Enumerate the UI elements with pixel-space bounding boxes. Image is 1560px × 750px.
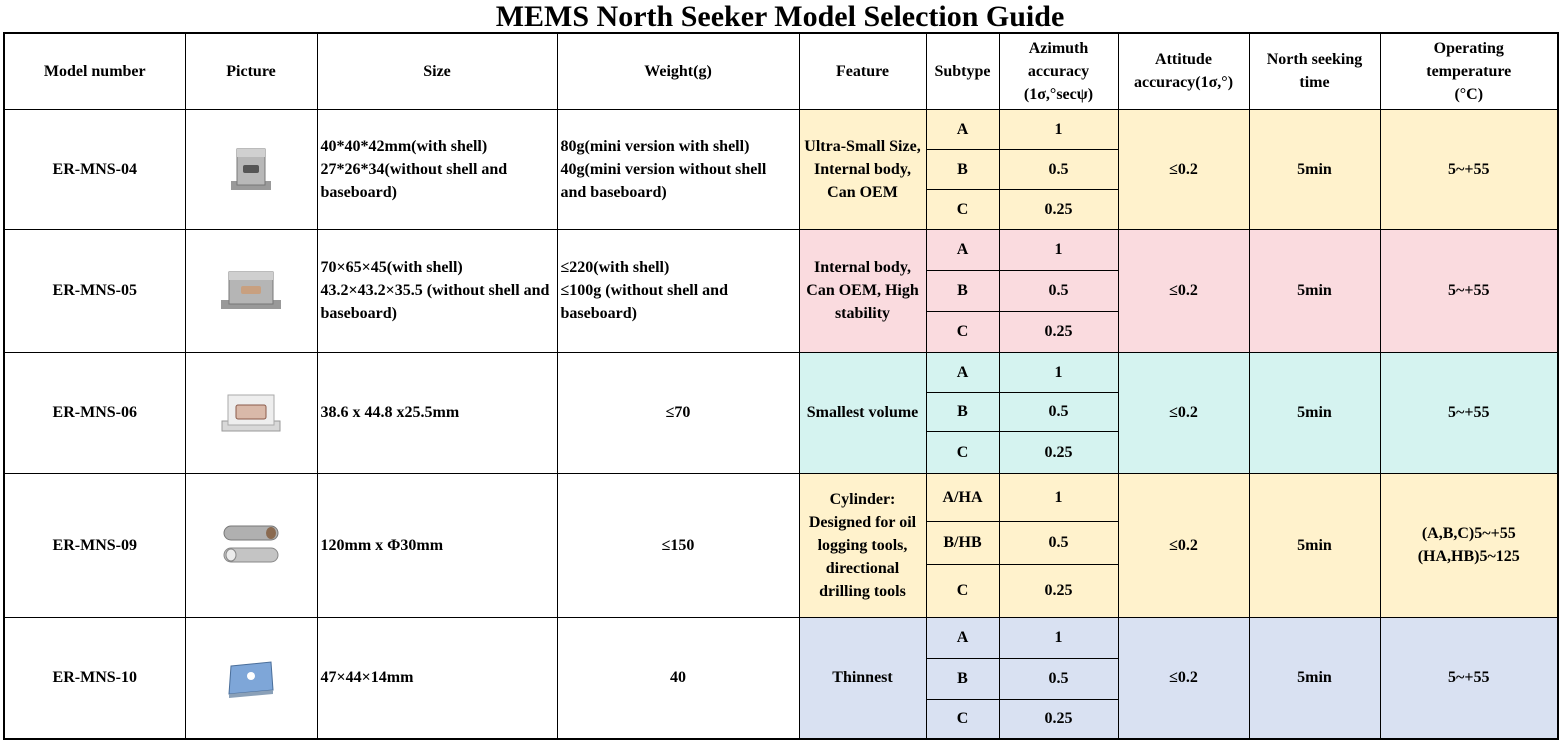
model-number: ER-MNS-04 bbox=[4, 109, 185, 229]
product-picture bbox=[185, 473, 317, 617]
subtype-cell: B/HB bbox=[926, 521, 999, 564]
size-line: 47×44×14mm bbox=[320, 669, 414, 687]
subtype-cell: B bbox=[926, 149, 999, 189]
subtype-cell: B bbox=[926, 658, 999, 699]
north-seeking-cell: 5min bbox=[1249, 229, 1380, 352]
box-module-icon bbox=[219, 266, 283, 316]
size-cell bbox=[317, 109, 557, 229]
temperature-line: (A,B,C)5~+55 bbox=[1421, 525, 1516, 542]
feature-cell: Thinnest bbox=[799, 617, 926, 739]
cylinder-module-icon bbox=[220, 522, 282, 568]
weight-cell bbox=[557, 229, 799, 352]
temperature-line: 5~+55 bbox=[1448, 404, 1490, 421]
subtype-cell: A/HA bbox=[926, 473, 999, 521]
header-north-seeking-time bbox=[1249, 33, 1380, 109]
subtype-cell: A bbox=[926, 352, 999, 392]
azimuth-cell: 0.25 bbox=[999, 431, 1118, 473]
temperature-cell bbox=[1380, 109, 1558, 229]
header-picture: Picture bbox=[185, 33, 317, 109]
size-cell bbox=[317, 617, 557, 739]
table-row bbox=[4, 473, 1558, 521]
subtype-cell: C bbox=[926, 311, 999, 352]
size-cell bbox=[317, 229, 557, 352]
product-picture bbox=[185, 617, 317, 739]
temperature-cell bbox=[1380, 229, 1558, 352]
product-picture bbox=[185, 229, 317, 352]
temperature-line: (HA,HB)5~125 bbox=[1417, 548, 1520, 565]
attitude-cell: ≤0.2 bbox=[1118, 229, 1249, 352]
azimuth-cell: 0.25 bbox=[999, 189, 1118, 229]
temperature-line: 5~+55 bbox=[1448, 160, 1490, 178]
temperature-cell bbox=[1380, 473, 1558, 617]
azimuth-cell: 0.25 bbox=[999, 699, 1118, 739]
size-line: 70×65×45(with shell) bbox=[320, 259, 463, 276]
azimuth-cell: 1 bbox=[999, 229, 1118, 270]
header-model-number: Model number bbox=[4, 33, 185, 109]
model-number: ER-MNS-09 bbox=[4, 473, 185, 617]
subtype-cell: C bbox=[926, 431, 999, 473]
size-line: 40*40*42mm(with shell) bbox=[320, 137, 488, 155]
weight-line: ≤150 bbox=[661, 536, 695, 554]
feature-cell: Smallest volume bbox=[799, 352, 926, 473]
table-row bbox=[4, 229, 1558, 270]
subtype-cell: A bbox=[926, 229, 999, 270]
model-selection-table bbox=[3, 32, 1559, 740]
weight-line: 40 bbox=[670, 669, 686, 687]
subtype-cell: A bbox=[926, 617, 999, 658]
size-line: 120mm x Φ30mm bbox=[320, 536, 444, 554]
subtype-cell: C bbox=[926, 564, 999, 617]
feature-cell: Internal body, Can OEM, High stability bbox=[799, 229, 926, 352]
header-azimuth-line: (1σ,°secψ) bbox=[1023, 85, 1094, 103]
azimuth-cell: 0.5 bbox=[999, 392, 1118, 431]
weight-cell bbox=[557, 473, 799, 617]
north-seeking-cell: 5min bbox=[1249, 473, 1380, 617]
attitude-cell: ≤0.2 bbox=[1118, 473, 1249, 617]
azimuth-cell: 1 bbox=[999, 617, 1118, 658]
table-row bbox=[4, 617, 1558, 658]
attitude-cell: ≤0.2 bbox=[1118, 352, 1249, 473]
header-attitude-line: accuracy(1σ,°) bbox=[1133, 74, 1234, 92]
azimuth-cell: 0.25 bbox=[999, 564, 1118, 617]
header-row bbox=[4, 33, 1558, 109]
azimuth-cell: 1 bbox=[999, 352, 1118, 392]
subtype-cell: C bbox=[926, 699, 999, 739]
size-line: 27*26*34(without shell and baseboard) bbox=[320, 160, 508, 201]
azimuth-cell: 1 bbox=[999, 109, 1118, 149]
azimuth-cell: 1 bbox=[999, 473, 1118, 521]
temperature-line: 5~+55 bbox=[1448, 282, 1490, 299]
header-north-line: time bbox=[1299, 74, 1330, 92]
weight-line: ≤70 bbox=[665, 404, 691, 421]
north-seeking-cell: 5min bbox=[1249, 109, 1380, 229]
header-temp-line: temperature bbox=[1426, 62, 1512, 80]
weight-line: 40g(mini version without shell and baseboard) bbox=[560, 160, 767, 201]
header-operating-temperature bbox=[1380, 33, 1558, 109]
weight-line: 80g(mini version with shell) bbox=[560, 137, 750, 155]
azimuth-cell: 0.25 bbox=[999, 311, 1118, 352]
header-weight: Weight(g) bbox=[557, 33, 799, 109]
model-number: ER-MNS-05 bbox=[4, 229, 185, 352]
attitude-cell: ≤0.2 bbox=[1118, 617, 1249, 739]
header-north-line: North seeking bbox=[1266, 51, 1363, 69]
subtype-cell: C bbox=[926, 189, 999, 229]
box-module-icon bbox=[220, 391, 282, 435]
weight-cell bbox=[557, 109, 799, 229]
weight-line: ≤220(with shell) bbox=[560, 259, 670, 276]
subtype-cell: A bbox=[926, 109, 999, 149]
size-line: 43.2×43.2×35.5 (without shell and baseboard) bbox=[320, 282, 550, 322]
weight-cell bbox=[557, 352, 799, 473]
header-azimuth-accuracy bbox=[999, 33, 1118, 109]
temperature-cell bbox=[1380, 352, 1558, 473]
header-azimuth-line: Azimuth bbox=[1028, 39, 1089, 57]
header-attitude-line: Attitude bbox=[1155, 51, 1212, 69]
table-row bbox=[4, 352, 1558, 392]
subtype-cell: B bbox=[926, 392, 999, 431]
azimuth-cell: 0.5 bbox=[999, 149, 1118, 189]
model-number: ER-MNS-10 bbox=[4, 617, 185, 739]
weight-cell bbox=[557, 617, 799, 739]
feature-cell: Ultra-Small Size, Internal body, Can OEM bbox=[799, 109, 926, 229]
north-seeking-cell: 5min bbox=[1249, 352, 1380, 473]
size-cell bbox=[317, 352, 557, 473]
table-row bbox=[4, 109, 1558, 149]
header-azimuth-line: accuracy bbox=[1027, 62, 1090, 80]
header-feature: Feature bbox=[799, 33, 926, 109]
flat-module-icon bbox=[225, 656, 277, 700]
temperature-cell bbox=[1380, 617, 1558, 739]
temperature-line: 5~+55 bbox=[1448, 669, 1490, 687]
header-temp-line: Operating bbox=[1433, 39, 1504, 57]
feature-cell: Cylinder: Designed for oil logging tools, directional drilling tools bbox=[799, 473, 926, 617]
north-seeking-cell: 5min bbox=[1249, 617, 1380, 739]
azimuth-cell: 0.5 bbox=[999, 658, 1118, 699]
page-title: MEMS North Seeker Model Selection Guide bbox=[495, 0, 1065, 33]
product-picture bbox=[185, 352, 317, 473]
box-module-icon bbox=[229, 143, 273, 195]
weight-line: ≤100g (without shell and baseboard) bbox=[560, 282, 728, 322]
azimuth-cell: 0.5 bbox=[999, 521, 1118, 564]
attitude-cell: ≤0.2 bbox=[1118, 109, 1249, 229]
size-cell bbox=[317, 473, 557, 617]
size-line: 38.6 x 44.8 x25.5mm bbox=[320, 404, 460, 421]
azimuth-cell: 0.5 bbox=[999, 270, 1118, 311]
header-subtype: Subtype bbox=[926, 33, 999, 109]
header-size: Size bbox=[317, 33, 557, 109]
model-number: ER-MNS-06 bbox=[4, 352, 185, 473]
product-picture bbox=[185, 109, 317, 229]
header-temp-line: (°C) bbox=[1454, 85, 1484, 103]
subtype-cell: B bbox=[926, 270, 999, 311]
header-attitude-accuracy bbox=[1118, 33, 1249, 109]
